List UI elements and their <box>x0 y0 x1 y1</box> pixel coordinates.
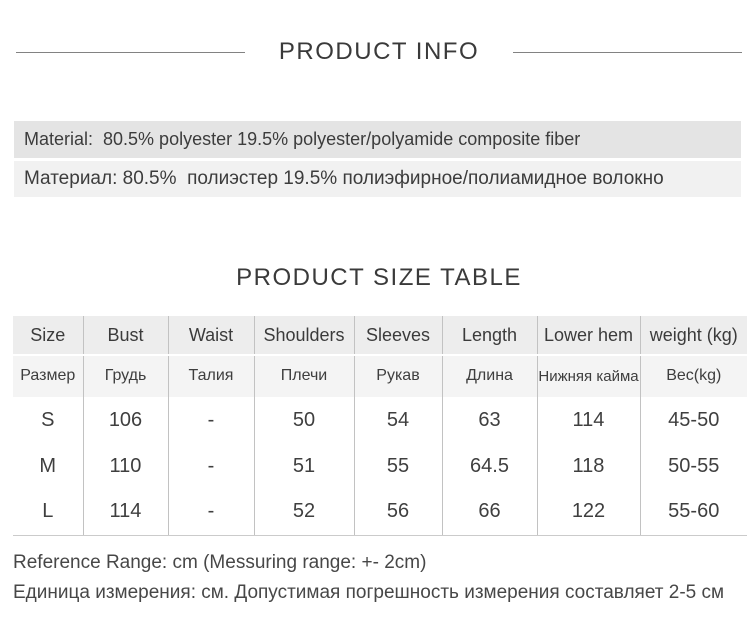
measurement-cell: 45-50 <box>640 397 747 443</box>
measurement-cell: 66 <box>442 489 537 535</box>
measurement-cell: 50 <box>254 397 354 443</box>
size-table-header-row-ru <box>13 355 747 397</box>
column-header-en-2: Waist <box>168 316 254 355</box>
material-section <box>14 121 741 197</box>
measurement-cell: 55 <box>354 443 442 489</box>
title-rule-left <box>16 52 245 53</box>
size-table <box>13 316 747 536</box>
size-table-header <box>16 263 742 293</box>
column-header-en-1: Bust <box>83 316 168 355</box>
column-header-ru-1: Грудь <box>83 355 168 397</box>
column-header-ru-0: Размер <box>13 355 83 397</box>
column-header-en-5: Length <box>442 316 537 355</box>
measurement-cell: 63 <box>442 397 537 443</box>
column-header-ru-4: Рукав <box>354 355 442 397</box>
column-header-en-3: Shoulders <box>254 316 354 355</box>
measurement-cell: 50-55 <box>640 443 747 489</box>
column-header-ru-5: Длина <box>442 355 537 397</box>
page-title: PRODUCT INFO <box>278 38 480 65</box>
measurement-cell: 114 <box>537 397 640 443</box>
measurement-cell: - <box>168 397 254 443</box>
measurement-cell: 51 <box>254 443 354 489</box>
column-header-en-0: Size <box>13 316 83 355</box>
size-row-M <box>13 443 747 489</box>
size-label-cell: M <box>13 443 83 489</box>
column-header-ru-7: Вес(kg) <box>640 355 747 397</box>
size-row-L <box>13 489 747 535</box>
measurement-cell: 122 <box>537 489 640 535</box>
measurement-cell: 55-60 <box>640 489 747 535</box>
size-label-cell: L <box>13 489 83 535</box>
title-rule-right <box>513 52 742 53</box>
measurement-cell: - <box>168 443 254 489</box>
size-row-S <box>13 397 747 443</box>
column-header-en-4: Sleeves <box>354 316 442 355</box>
measurement-cell: 118 <box>537 443 640 489</box>
size-label-cell: S <box>13 397 83 443</box>
size-table-body <box>13 397 747 535</box>
column-header-en-7: weight (kg) <box>640 316 747 355</box>
measurement-cell: 52 <box>254 489 354 535</box>
measurement-cell: 106 <box>83 397 168 443</box>
measurement-cell: 54 <box>354 397 442 443</box>
measurement-cell: 64.5 <box>442 443 537 489</box>
measurement-cell: 114 <box>83 489 168 535</box>
measurement-cell: 110 <box>83 443 168 489</box>
size-table-header-row-en <box>13 316 747 355</box>
product-info-header <box>16 37 742 67</box>
column-header-ru-2: Талия <box>168 355 254 397</box>
column-header-ru-3: Плечи <box>254 355 354 397</box>
measurement-notes <box>13 552 742 604</box>
material-text-ru: Материал: 80.5% полиэстер 19.5% полиэфирное/полиамидное волокно <box>14 161 741 197</box>
reference-range-note-ru: Единица измерения: см. Допустимая погрешность измерения составляет 2-5 см <box>13 582 725 603</box>
column-header-ru-6: Нижняя кайма <box>537 355 640 397</box>
measurement-cell: 56 <box>354 489 442 535</box>
material-text-en: Material: 80.5% polyester 19.5% polyester/polyamide composite fiber <box>14 121 741 158</box>
column-header-en-6: Lower hem <box>537 316 640 355</box>
measurement-cell: - <box>168 489 254 535</box>
size-table-title: PRODUCT SIZE TABLE <box>236 264 522 291</box>
reference-range-note-en: Reference Range: cm (Messuring range: +- 2cm) <box>13 552 427 573</box>
